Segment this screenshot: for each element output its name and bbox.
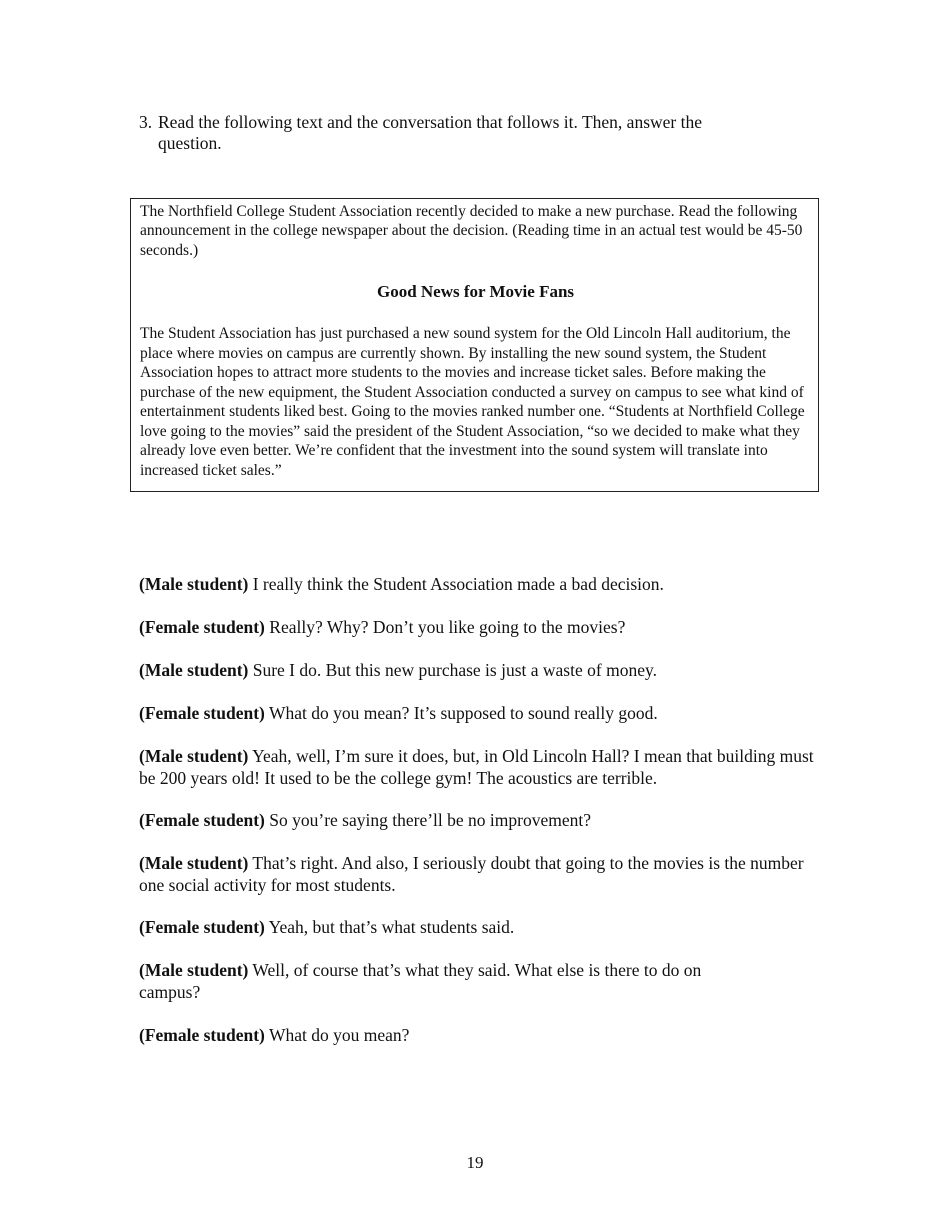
conversation-line <box>139 746 829 789</box>
conversation-line <box>139 703 829 725</box>
speaker-label: (Male student) <box>139 660 249 680</box>
speaker-label: (Male student) <box>139 960 249 980</box>
passage-body: The Student Association has just purchased a new sound system for the Old Lincoln Hall auditorium, the place where movies on campus are currently shown. By installing the new sound system, the Student Association hopes to attract more students to the movies and increase ticket sales. Before making the purchase of the new equipment, the Student Association conducted a survey on campus to see what kind of entertainment students liked best. Going to the movies ranked number one. “Students at Northfield College love going to the movies” said the president of the Student Association, “so we decided to make what they already love even better. We’re confident that the investment into the sound system will translate into increased ticket sales.” <box>140 325 805 479</box>
conversation-line <box>139 853 829 896</box>
conversation-line <box>139 617 829 639</box>
line-text: That’s right. And also, I seriously doubt that going to the movies is the number one social activity for most students. <box>139 853 804 895</box>
line-text: What do you mean? It’s supposed to sound really good. <box>264 703 658 723</box>
line-text: So you’re saying there’ll be no improvement? <box>264 810 591 830</box>
line-text: Yeah, but that’s what students said. <box>264 917 515 937</box>
question-number: 3. <box>139 112 153 132</box>
conversation-line <box>139 574 829 596</box>
line-text: Sure I do. But this new purchase is just a waste of money. <box>248 660 657 680</box>
reading-passage-box <box>130 198 819 492</box>
speaker-label: (Female student) <box>139 810 265 830</box>
passage-intro: The Northfield College Student Association recently decided to make a new purchase. Read the following announcement in the college newspaper about the decision. (Reading time in an actual test would be 45-50 seconds.) <box>140 203 803 259</box>
conversation-line <box>139 810 829 832</box>
conversation-line <box>139 660 829 682</box>
question-text: Read the following text and the conversation that follows it. Then, answer the question. <box>158 112 702 153</box>
speaker-label: (Male student) <box>139 574 249 594</box>
speaker-label: (Female student) <box>139 617 265 637</box>
speaker-label: (Male student) <box>139 853 249 873</box>
line-text: Yeah, well, I’m sure it does, but, in Old Lincoln Hall? I mean that building must be 200 years old! It used to be the college gym! The acoustics are terrible. <box>139 746 814 788</box>
line-text: What do you mean? <box>264 1025 410 1045</box>
speaker-label: (Female student) <box>139 1025 265 1045</box>
question-prompt <box>139 112 759 154</box>
conversation-line <box>139 917 829 939</box>
conversation-line <box>139 1025 829 1047</box>
page-number: 19 <box>466 1153 484 1172</box>
line-text: Really? Why? Don’t you like going to the movies? <box>264 617 626 637</box>
speaker-label: (Female student) <box>139 917 265 937</box>
speaker-label: (Female student) <box>139 703 265 723</box>
conversation-line <box>139 960 759 1003</box>
speaker-label: (Male student) <box>139 746 249 766</box>
line-text: I really think the Student Association made a bad decision. <box>248 574 664 594</box>
line-text: Well, of course that’s what they said. What else is there to do on campus? <box>139 960 702 1002</box>
passage-title: Good News for Movie Fans <box>376 282 575 301</box>
